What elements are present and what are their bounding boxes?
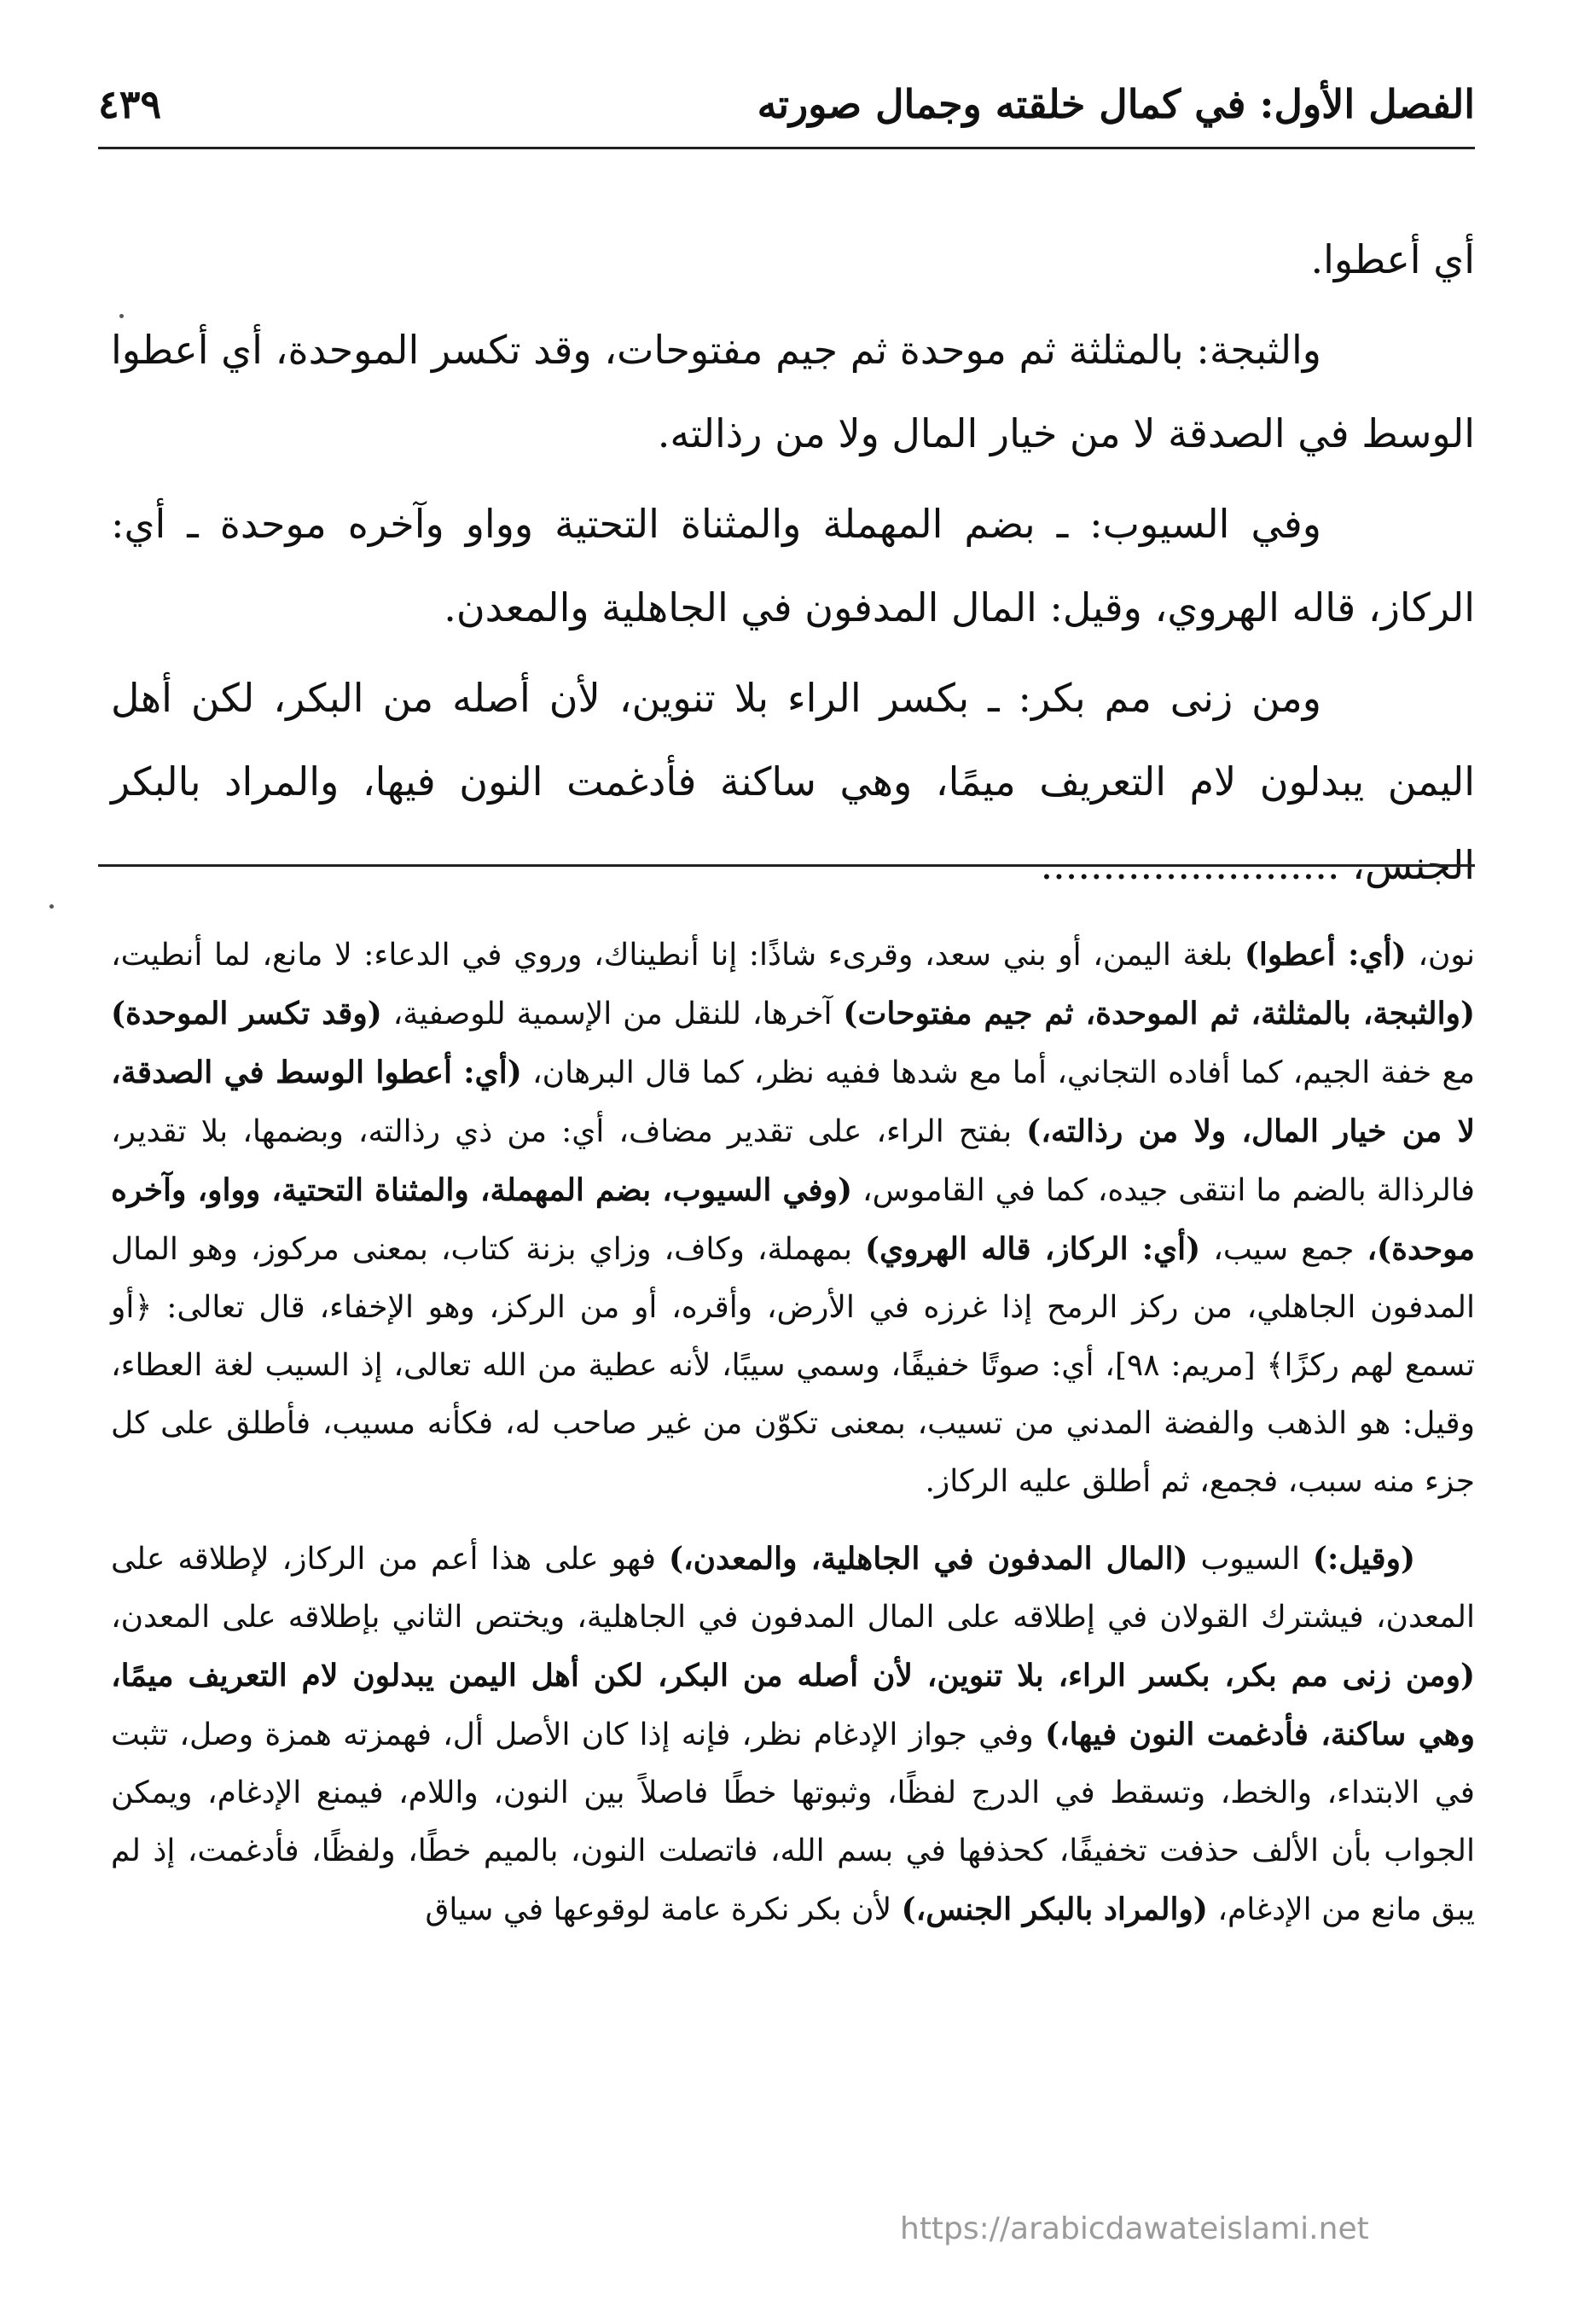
commentary-quote: (أي: أعطوا) [1244,937,1407,973]
main-paragraph-text: ومن زنى مم بكر: ـ بكسر الراء بلا تنوين، لأن أصله من البكر، لكن أهل اليمن يبدلون لام التعريف ميمًا، وهي ساكنة فأدغمت النون فيها، والمراد بالبكر الجنس، [111,675,1475,888]
commentary-run: جمع سيب، [1200,1232,1367,1267]
main-text [111,218,1475,914]
header-rule [98,147,1475,149]
chapter-title: الفصل الأول: في كمال خلقته وجمال صورته [757,81,1475,127]
commentary-run: بمهملة، وكاف، وزاي بزنة كتاب، بمعنى مركوز، وهو المال المدفون الجاهلي، من ركز الرمح إذا غرزه في الأرض، وأقره، أو من الركز، وهو الإخفاء، قال تعالى: ﴿أو تسمع لهم ركزًا﴾ [مريم: ٩٨]، أي: صوتًا خفيفًا، وسمي سيبًا، لأنه عطية من الله تعالى، إذ السيب لغة العطاء، وقيل: هو الذهب والفضة المدني من تسيب، بمعنى تكوّن من غير صاحب له، فكأنه مسيب، فأطلق على كل جزء منه سبب، فجمع، ثم أطلق عليه الركاز. [111,1232,1475,1499]
commentary-quote: (أي: الركاز، قاله الهروي) [865,1231,1201,1267]
continuation-dots: ........................ [1040,842,1340,888]
main-paragraph: أي أعطوا. [1310,236,1475,282]
commentary-run: فهو على هذا أعم من الركاز، لإطلاقه على المعدن، فيشترك القولان في إطلاقه على المال المدفون في الجاهلية، ويختص الثاني بإطلاقه على المعدن، [111,1542,1475,1635]
main-paragraph: وفي السيوب: ـ بضم المهملة والمثناة التحتية وواو وآخره موحدة ـ أي: الركاز، قاله الهروي، وقيل: المال المدفون في الجاهلية والمعدن. [111,501,1475,630]
commentary-run: آخرها، للنقل من الإسمية للوصفية، [381,996,844,1031]
commentary-text [111,926,1475,1958]
commentary-run: نون، [1406,938,1475,973]
scan-speck [119,314,124,318]
watermark: https://arabicdawateislami.net [900,2211,1369,2246]
running-header [98,81,1475,141]
commentary-run: بفتح الراء، على تقدير مضاف، أي: من ذي رذالته، وبضمها، بلا تقدير، فالرذالة بالضم ما انتقى جيده، كما في القاموس، [111,1114,1476,1208]
commentary-quote: (المال المدفون في الجاهلية، والمعدن،) [668,1541,1188,1577]
commentary-run: مع خفة الجيم، كما أفاده التجاني، أما مع شدها ففيه نظر، كما قال البرهان، [521,1055,1475,1090]
commentary-quote: (والثبجة، بالمثلثة، ثم الموحدة، ثم جيم مفتوحات) [843,996,1475,1031]
commentary-run: لأن بكر نكرة عامة لوقوعها في سياق [425,1892,902,1927]
commentary-quote: (ومن زنى مم بكر، بكسر الراء، بلا تنوين، لأن أصله من البكر، لكن أهل اليمن يبدلون لام التعريف ميمًا، وهي ساكنة، فأدغمت النون فيها،) [111,1658,1475,1752]
main-paragraph: والثبجة: بالمثلثة ثم موحدة ثم جيم مفتوحات، وقد تكسر الموحدة، أي أعطوا الوسط في الصدقة لا من خيار المال ولا من رذالته. [111,327,1475,456]
commentary-quote: (وقيل:) [1312,1541,1415,1577]
commentary-quote: (وقد تكسر الموحدة) [111,996,382,1031]
page-number: ٤٣٩ [98,81,162,127]
commentary-quote: (والمراد بالبكر الجنس،) [901,1891,1208,1927]
commentary-paragraph [111,926,1475,1511]
scan-speck [49,904,54,909]
commentary-run: بلغة اليمن، أو بني سعد، وقرىء شاذًا: إنا أنطيناك، وروي في الدعاء: لا مانع، لما أنطيت، [111,938,1245,973]
commentary-run: وفي جواز الإدغام نظر، فإنه إذا كان الأصل أل، فهمزته همزة وصل، تثبت في الابتداء، والخط، وتسقط في الدرج لفظًا، وثبوتها خطًا فاصلاً بين النون، واللام، فيمنع الإدغام، ويمكن الجواب بأن الألف حذفت تخفيفًا، كحذفها في بسم الله، فاتصلت النون، بالميم خطًا، ولفظًا، فأدغمت، إذ لم يبق مانع من الإدغام، [111,1717,1475,1927]
commentary-quote: (أي: أعطوا الوسط في الصدقة، لا من خيار المال، ولا من رذالته،) [111,1055,1475,1149]
commentary-quote: (وفي السيوب، بضم المهملة، والمثناة التحتية، وواو، وآخره موحدة)، [111,1172,1475,1267]
commentary-paragraph [111,1530,1475,1939]
commentary-run: السيوب [1187,1542,1313,1577]
main-paragraph [111,656,1475,907]
separator-rule [98,864,1475,867]
